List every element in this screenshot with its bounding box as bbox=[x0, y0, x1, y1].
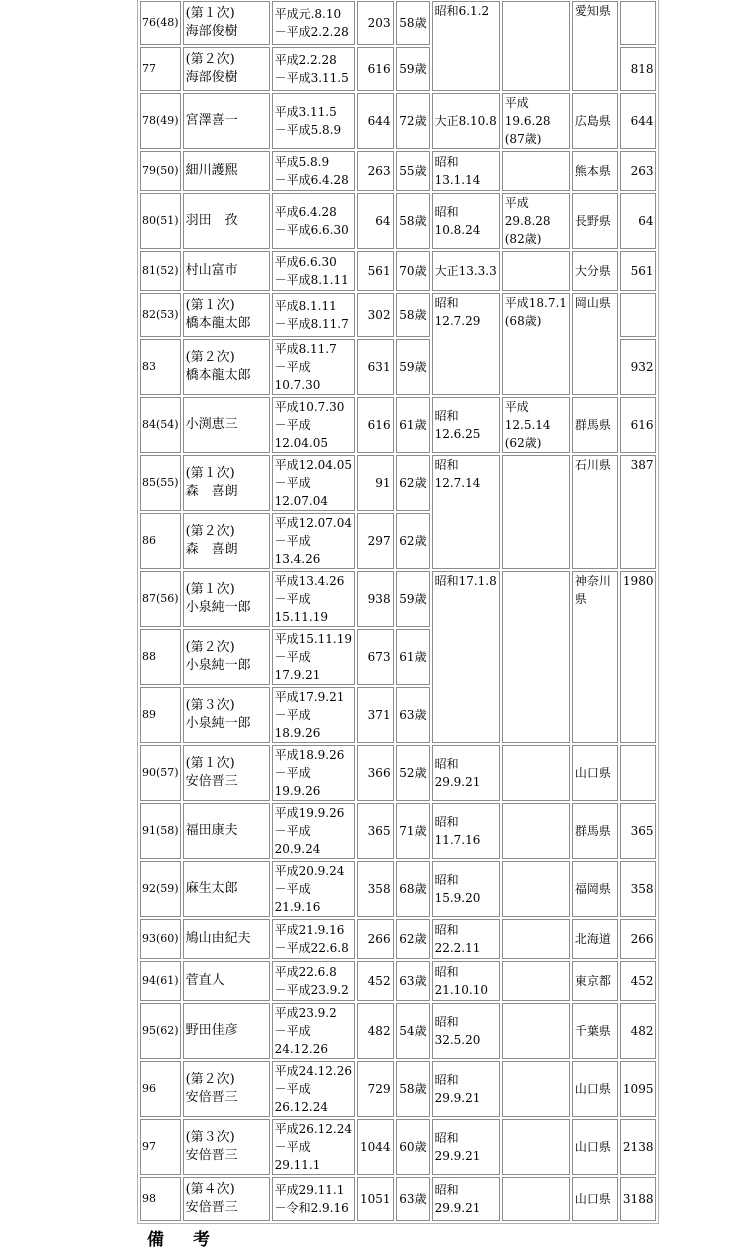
prefecture-cell: 神奈川県 bbox=[572, 571, 618, 743]
prefecture-cell: 山口県 bbox=[572, 1119, 618, 1175]
birth-date-cell: 昭和 10.8.24 bbox=[432, 193, 500, 249]
table-row bbox=[140, 1177, 656, 1221]
term-period-cell: 平成元.8.10 －平成2.2.28 bbox=[272, 1, 355, 45]
prefecture-cell: 長野県 bbox=[572, 193, 618, 249]
total-days-cell: 358 bbox=[620, 861, 657, 917]
term-number-cell: 92(59) bbox=[140, 861, 181, 917]
table-row bbox=[140, 1119, 656, 1175]
death-date-cell: 平成 29.8.28 (82歳) bbox=[502, 193, 570, 249]
birth-date-cell: 昭和 29.9.21 bbox=[432, 745, 500, 801]
age-cell: 68歳 bbox=[396, 861, 430, 917]
birth-date-cell: 昭和 32.5.20 bbox=[432, 1003, 500, 1059]
total-days-cell: 932 bbox=[620, 339, 657, 395]
prefecture-cell: 広島県 bbox=[572, 93, 618, 149]
age-cell: 63歳 bbox=[396, 961, 430, 1001]
total-days-cell: 365 bbox=[620, 803, 657, 859]
days-cell: 365 bbox=[357, 803, 394, 859]
name-cell: 村山富市 bbox=[183, 251, 270, 291]
term-number-cell: 94(61) bbox=[140, 961, 181, 1001]
term-period-cell: 平成18.9.26 －平成 19.9.26 bbox=[272, 745, 355, 801]
age-cell: 63歳 bbox=[396, 1177, 430, 1221]
days-cell: 561 bbox=[357, 251, 394, 291]
prefecture-cell: 山口県 bbox=[572, 1177, 618, 1221]
term-number-cell: 90(57) bbox=[140, 745, 181, 801]
prefecture-cell: 山口県 bbox=[572, 1061, 618, 1117]
death-date-cell bbox=[502, 961, 570, 1001]
term-period-cell: 平成21.9.16 －平成22.6.8 bbox=[272, 919, 355, 959]
birth-date-cell: 昭和 12.6.25 bbox=[432, 397, 500, 453]
age-cell: 58歳 bbox=[396, 1061, 430, 1117]
days-cell: 266 bbox=[357, 919, 394, 959]
table-row bbox=[140, 455, 656, 511]
term-period-cell: 平成23.9.2 －平成 24.12.26 bbox=[272, 1003, 355, 1059]
term-number-cell: 80(51) bbox=[140, 193, 181, 249]
term-period-cell: 平成22.6.8 －平成23.9.2 bbox=[272, 961, 355, 1001]
death-date-cell bbox=[502, 1119, 570, 1175]
prefecture-cell: 大分県 bbox=[572, 251, 618, 291]
days-cell: 371 bbox=[357, 687, 394, 743]
term-period-cell: 平成19.9.26 －平成 20.9.24 bbox=[272, 803, 355, 859]
table-row bbox=[140, 151, 656, 191]
term-period-cell: 平成12.04.05 －平成 12.07.04 bbox=[272, 455, 355, 511]
total-days-cell: 616 bbox=[620, 397, 657, 453]
term-number-cell: 93(60) bbox=[140, 919, 181, 959]
birth-date-cell: 昭和17.1.8 bbox=[432, 571, 500, 743]
total-days-cell: 644 bbox=[620, 93, 657, 149]
total-days-cell: 263 bbox=[620, 151, 657, 191]
total-days-cell: 266 bbox=[620, 919, 657, 959]
prefecture-cell: 千葉県 bbox=[572, 1003, 618, 1059]
total-days-cell bbox=[620, 745, 657, 801]
age-cell: 70歳 bbox=[396, 251, 430, 291]
table-row bbox=[140, 251, 656, 291]
days-cell: 91 bbox=[357, 455, 394, 511]
days-cell: 358 bbox=[357, 861, 394, 917]
term-number-cell: 78(49) bbox=[140, 93, 181, 149]
term-number-cell: 87(56) bbox=[140, 571, 181, 627]
name-cell: (第１次) 小泉純一郎 bbox=[183, 571, 270, 627]
name-cell: (第２次) 橋本龍太郎 bbox=[183, 339, 270, 395]
table-row bbox=[140, 1061, 656, 1117]
birth-date-cell: 昭和6.1.2 bbox=[432, 1, 500, 91]
term-period-cell: 平成8.11.7 －平成 10.7.30 bbox=[272, 339, 355, 395]
term-number-cell: 91(58) bbox=[140, 803, 181, 859]
prefecture-cell: 熊本県 bbox=[572, 151, 618, 191]
age-cell: 62歳 bbox=[396, 513, 430, 569]
age-cell: 58歳 bbox=[396, 293, 430, 337]
birth-date-cell: 昭和 11.7.16 bbox=[432, 803, 500, 859]
term-number-cell: 88 bbox=[140, 629, 181, 685]
birth-date-cell: 昭和 21.10.10 bbox=[432, 961, 500, 1001]
total-days-cell: 482 bbox=[620, 1003, 657, 1059]
name-cell: (第１次) 安倍晋三 bbox=[183, 745, 270, 801]
table-row bbox=[140, 193, 656, 249]
name-cell: 野田佳彦 bbox=[183, 1003, 270, 1059]
prefecture-cell: 群馬県 bbox=[572, 803, 618, 859]
age-cell: 71歳 bbox=[396, 803, 430, 859]
death-date-cell bbox=[502, 861, 570, 917]
table-row bbox=[140, 571, 656, 627]
days-cell: 482 bbox=[357, 1003, 394, 1059]
term-period-cell: 平成29.11.1 －令和2.9.16 bbox=[272, 1177, 355, 1221]
name-cell: (第１次) 森 喜朗 bbox=[183, 455, 270, 511]
days-cell: 938 bbox=[357, 571, 394, 627]
remarks-heading: 備 考 bbox=[147, 1230, 216, 1250]
term-number-cell: 84(54) bbox=[140, 397, 181, 453]
term-number-cell: 86 bbox=[140, 513, 181, 569]
age-cell: 54歳 bbox=[396, 1003, 430, 1059]
term-number-cell: 77 bbox=[140, 47, 181, 91]
days-cell: 366 bbox=[357, 745, 394, 801]
term-period-cell: 平成12.07.04 －平成 13.4.26 bbox=[272, 513, 355, 569]
name-cell: (第３次) 安倍晋三 bbox=[183, 1119, 270, 1175]
birth-date-cell: 昭和 29.9.21 bbox=[432, 1061, 500, 1117]
birth-date-cell: 昭和 12.7.29 bbox=[432, 293, 500, 395]
age-cell: 58歳 bbox=[396, 193, 430, 249]
prefecture-cell: 群馬県 bbox=[572, 397, 618, 453]
age-cell: 61歳 bbox=[396, 397, 430, 453]
prefecture-cell: 愛知県 bbox=[572, 1, 618, 91]
prefecture-cell: 岡山県 bbox=[572, 293, 618, 395]
prefecture-cell: 東京都 bbox=[572, 961, 618, 1001]
birth-date-cell: 昭和 29.9.21 bbox=[432, 1177, 500, 1221]
term-period-cell: 平成17.9.21 －平成 18.9.26 bbox=[272, 687, 355, 743]
total-days-cell: 818 bbox=[620, 47, 657, 91]
total-days-cell: 387 bbox=[620, 455, 657, 569]
name-cell: 福田康夫 bbox=[183, 803, 270, 859]
name-cell: 細川護熙 bbox=[183, 151, 270, 191]
days-cell: 64 bbox=[357, 193, 394, 249]
name-cell: 小渕恵三 bbox=[183, 397, 270, 453]
term-period-cell: 平成13.4.26 －平成 15.11.19 bbox=[272, 571, 355, 627]
total-days-cell: 1980 bbox=[620, 571, 657, 743]
term-number-cell: 76(48) bbox=[140, 1, 181, 45]
name-cell: (第２次) 森 喜朗 bbox=[183, 513, 270, 569]
total-days-cell: 3188 bbox=[620, 1177, 657, 1221]
table-row bbox=[140, 293, 656, 337]
days-cell: 673 bbox=[357, 629, 394, 685]
death-date-cell bbox=[502, 1, 570, 91]
prefecture-cell: 北海道 bbox=[572, 919, 618, 959]
days-cell: 616 bbox=[357, 397, 394, 453]
table-row bbox=[140, 1, 656, 45]
term-number-cell: 96 bbox=[140, 1061, 181, 1117]
term-number-cell: 85(55) bbox=[140, 455, 181, 511]
total-days-cell: 1095 bbox=[620, 1061, 657, 1117]
term-number-cell: 83 bbox=[140, 339, 181, 395]
days-cell: 452 bbox=[357, 961, 394, 1001]
name-cell: 鳩山由紀夫 bbox=[183, 919, 270, 959]
birth-date-cell: 大正8.10.8 bbox=[432, 93, 500, 149]
birth-date-cell: 昭和 13.1.14 bbox=[432, 151, 500, 191]
days-cell: 1051 bbox=[357, 1177, 394, 1221]
birth-date-cell: 大正13.3.3 bbox=[432, 251, 500, 291]
age-cell: 72歳 bbox=[396, 93, 430, 149]
term-period-cell: 平成20.9.24 －平成 21.9.16 bbox=[272, 861, 355, 917]
name-cell: 羽田 孜 bbox=[183, 193, 270, 249]
name-cell: 麻生太郎 bbox=[183, 861, 270, 917]
term-number-cell: 97 bbox=[140, 1119, 181, 1175]
name-cell: (第２次) 海部俊樹 bbox=[183, 47, 270, 91]
age-cell: 59歳 bbox=[396, 571, 430, 627]
death-date-cell bbox=[502, 571, 570, 743]
days-cell: 203 bbox=[357, 1, 394, 45]
term-period-cell: 平成6.4.28 －平成6.6.30 bbox=[272, 193, 355, 249]
term-period-cell: 平成8.1.11 －平成8.11.7 bbox=[272, 293, 355, 337]
birth-date-cell: 昭和 22.2.11 bbox=[432, 919, 500, 959]
age-cell: 60歳 bbox=[396, 1119, 430, 1175]
table-row bbox=[140, 397, 656, 453]
table-row bbox=[140, 961, 656, 1001]
age-cell: 55歳 bbox=[396, 151, 430, 191]
days-cell: 1044 bbox=[357, 1119, 394, 1175]
prefecture-cell: 石川県 bbox=[572, 455, 618, 569]
age-cell: 62歳 bbox=[396, 455, 430, 511]
total-days-cell: 452 bbox=[620, 961, 657, 1001]
days-cell: 644 bbox=[357, 93, 394, 149]
prefecture-cell: 山口県 bbox=[572, 745, 618, 801]
term-period-cell: 平成26.12.24 －平成 29.11.1 bbox=[272, 1119, 355, 1175]
death-date-cell: 平成 12.5.14 (62歳) bbox=[502, 397, 570, 453]
table-row bbox=[140, 1003, 656, 1059]
total-days-cell bbox=[620, 293, 657, 337]
days-cell: 297 bbox=[357, 513, 394, 569]
birth-date-cell: 昭和 12.7.14 bbox=[432, 455, 500, 569]
name-cell: (第１次) 海部俊樹 bbox=[183, 1, 270, 45]
term-number-cell: 82(53) bbox=[140, 293, 181, 337]
death-date-cell bbox=[502, 745, 570, 801]
name-cell: (第２次) 安倍晋三 bbox=[183, 1061, 270, 1117]
term-period-cell: 平成2.2.28 －平成3.11.5 bbox=[272, 47, 355, 91]
birth-date-cell: 昭和 15.9.20 bbox=[432, 861, 500, 917]
name-cell: 菅直人 bbox=[183, 961, 270, 1001]
total-days-cell: 64 bbox=[620, 193, 657, 249]
days-cell: 729 bbox=[357, 1061, 394, 1117]
age-cell: 59歳 bbox=[396, 47, 430, 91]
term-period-cell: 平成6.6.30 －平成8.1.11 bbox=[272, 251, 355, 291]
total-days-cell bbox=[620, 1, 657, 45]
death-date-cell bbox=[502, 1177, 570, 1221]
days-cell: 631 bbox=[357, 339, 394, 395]
days-cell: 616 bbox=[357, 47, 394, 91]
table-row bbox=[140, 745, 656, 801]
death-date-cell bbox=[502, 1003, 570, 1059]
death-date-cell: 平成 19.6.28 (87歳) bbox=[502, 93, 570, 149]
death-date-cell bbox=[502, 151, 570, 191]
term-number-cell: 81(52) bbox=[140, 251, 181, 291]
term-number-cell: 89 bbox=[140, 687, 181, 743]
term-period-cell: 平成3.11.5 －平成5.8.9 bbox=[272, 93, 355, 149]
prefecture-cell: 福岡県 bbox=[572, 861, 618, 917]
table-row bbox=[140, 919, 656, 959]
death-date-cell bbox=[502, 455, 570, 569]
death-date-cell bbox=[502, 803, 570, 859]
total-days-cell: 2138 bbox=[620, 1119, 657, 1175]
age-cell: 63歳 bbox=[396, 687, 430, 743]
age-cell: 61歳 bbox=[396, 629, 430, 685]
name-cell: (第１次) 橋本龍太郎 bbox=[183, 293, 270, 337]
term-period-cell: 平成5.8.9 －平成6.4.28 bbox=[272, 151, 355, 191]
age-cell: 52歳 bbox=[396, 745, 430, 801]
table-row bbox=[140, 803, 656, 859]
name-cell: (第３次) 小泉純一郎 bbox=[183, 687, 270, 743]
age-cell: 62歳 bbox=[396, 919, 430, 959]
total-days-cell: 561 bbox=[620, 251, 657, 291]
term-number-cell: 79(50) bbox=[140, 151, 181, 191]
name-cell: 宮澤喜一 bbox=[183, 93, 270, 149]
term-period-cell: 平成24.12.26 －平成 26.12.24 bbox=[272, 1061, 355, 1117]
term-period-cell: 平成10.7.30 －平成 12.04.05 bbox=[272, 397, 355, 453]
death-date-cell bbox=[502, 251, 570, 291]
table-row bbox=[140, 93, 656, 149]
term-period-cell: 平成15.11.19 －平成 17.9.21 bbox=[272, 629, 355, 685]
days-cell: 302 bbox=[357, 293, 394, 337]
death-date-cell bbox=[502, 919, 570, 959]
name-cell: (第４次) 安倍晋三 bbox=[183, 1177, 270, 1221]
age-cell: 58歳 bbox=[396, 1, 430, 45]
death-date-cell bbox=[502, 1061, 570, 1117]
name-cell: (第２次) 小泉純一郎 bbox=[183, 629, 270, 685]
prime-minister-table bbox=[137, 0, 659, 1224]
age-cell: 59歳 bbox=[396, 339, 430, 395]
table-row bbox=[140, 861, 656, 917]
birth-date-cell: 昭和 29.9.21 bbox=[432, 1119, 500, 1175]
days-cell: 263 bbox=[357, 151, 394, 191]
term-number-cell: 95(62) bbox=[140, 1003, 181, 1059]
death-date-cell: 平成18.7.1 (68歳) bbox=[502, 293, 570, 395]
term-number-cell: 98 bbox=[140, 1177, 181, 1221]
